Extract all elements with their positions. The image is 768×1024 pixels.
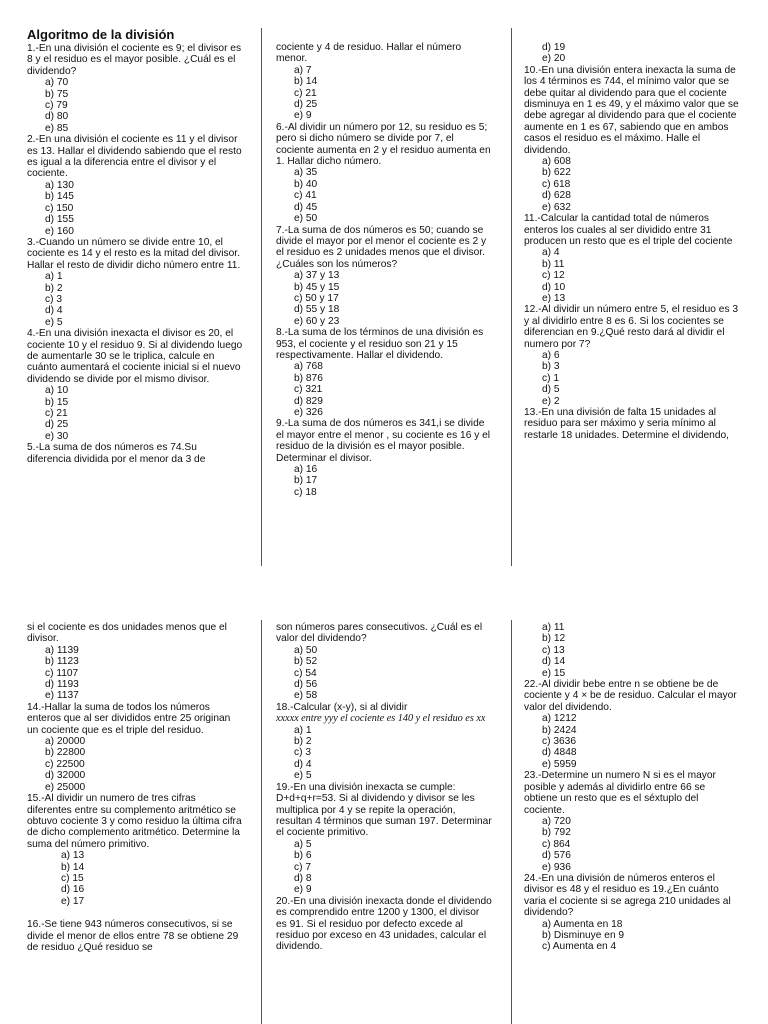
question-block	[27, 622, 243, 953]
question-text: si el cociente es dos unidades menos que el divisor.	[27, 622, 227, 645]
answer-option: b) 876	[294, 372, 323, 384]
answer-options	[45, 385, 243, 442]
question-block	[524, 622, 740, 953]
answer-option: e) 25000	[45, 781, 86, 793]
answer-options	[61, 850, 243, 907]
page1-column-3	[524, 42, 740, 441]
answer-options	[294, 839, 492, 896]
answer-option: c) Aumenta en 4	[542, 941, 617, 953]
question-text: 16.-Se tiene 943 números consecutivos, si se divide el menor de ellos entre 78 se obtiene 29 de residuo ¿Qué residuo se	[27, 919, 239, 953]
question-text: 1.-En una división el cociente es 9; el divisor es 8 y el residuo es el mayor posible. ¿Cuál es el dividendo?	[27, 43, 242, 77]
answer-option: a) 768	[294, 361, 323, 373]
answer-option: e) 20	[542, 53, 566, 65]
answer-option: c) 54	[294, 667, 317, 679]
answer-option: c) 21	[45, 408, 68, 419]
answer-option: d) 576	[542, 850, 571, 862]
answer-option: b) 17	[294, 475, 318, 487]
question-text: 13.-En una división de falta 15 unidades al residuo para ser máximo y seria mínimo al restarle 18 unidades. Determine el dividendo,	[524, 407, 730, 441]
answer-option: a) 1139	[45, 644, 79, 656]
answer-option: e) 30	[45, 430, 69, 442]
answer-option: b) 622	[542, 167, 571, 179]
question-text: 11.-Calcular la cantidad total de números enteros los cuales al ser dividido entre 31 producen un resto que es el triple del cociente	[524, 213, 733, 247]
answer-options	[294, 65, 492, 122]
answer-option: a) 7	[294, 64, 312, 76]
column-divider	[261, 28, 262, 566]
page2-column-2	[276, 622, 492, 953]
page1-column-1	[27, 28, 243, 465]
answer-option: e) 1137	[45, 690, 79, 702]
answer-options	[542, 156, 740, 213]
question-text: 6.-Al dividir un número por 12, su residuo es 5; pero si dicho número se divide por 7, el cociente aumenta en 2 y el residuo aumenta en 1. Hallar dicho número.	[276, 121, 491, 168]
answer-option: a) 6	[542, 349, 560, 361]
answer-options	[542, 816, 740, 873]
answer-option: a) Aumenta en 18	[542, 918, 623, 930]
answer-options	[542, 42, 740, 65]
answer-options	[294, 270, 492, 327]
question-text: 15.-Al dividir un numero de tres cifras diferentes entre su complemento aritmético se obtuvo cociente 3 y como residuo la última cifra de dicho complemento aritmético. Determine la suma del número primitivo.	[27, 793, 242, 850]
answer-option: a) 608	[542, 156, 571, 168]
answer-option: b) 52	[294, 656, 318, 668]
question-text: 8.-La suma de los términos de una división es 953, el cociente y el residuo son 21 y 15 respectivamente. Hallar el dividendo.	[276, 327, 484, 361]
answer-option: b) 2424	[542, 724, 577, 736]
answer-option: e) 9	[294, 884, 312, 896]
answer-option: d) 8	[294, 872, 312, 884]
answer-option: a) 37 y 13	[294, 270, 340, 282]
answer-option: d) 4	[45, 305, 63, 317]
answer-options	[542, 350, 740, 407]
question-text: 2.-En una división el cociente es 11 y el divisor es 13. Hallar el dividendo sabiendo que el resto es igual a la diferencia entre el divisor y el cociente.	[27, 134, 242, 180]
answer-option: c) 41	[294, 190, 317, 202]
question-text: 3.-Cuando un número se divide entre 10, el cociente es 14 y el resto es la mitad del divisor. Hallar el resto de dividir dicho número entre 11.	[27, 236, 241, 271]
question-block	[276, 42, 492, 498]
answer-options	[542, 919, 740, 953]
answer-option: c) 150	[45, 202, 74, 214]
question-text: 22.-Al dividir bebe entre n se obtiene be de cociente y 4 × be de residuo. Calcular el mayor valor del dividendo.	[524, 679, 737, 713]
question-text: 12.-Al dividir un número entre 5, el residuo es 3 y al dividirlo entre 8 es 6. Si los cocientes se diferencian en 9.¿Qué resto dará al dividir el numero por 7?	[524, 304, 739, 350]
answer-option: d) 25	[294, 99, 318, 111]
answer-option: b) 11	[542, 258, 565, 270]
answer-option: d) 25	[45, 419, 69, 431]
answer-option: d) 829	[294, 395, 323, 407]
answer-option: b) 6	[294, 850, 312, 862]
question-text: 7.-La suma de dos números es 50; cuando se divide el mayor por el menor el cociente es 2 y el residuo es 2 unidades menos que el divisor. ¿Cuáles son los números?	[276, 224, 487, 270]
page1-column-2	[276, 42, 492, 498]
answer-option: c) 1107	[45, 667, 79, 679]
answer-option: b) 45 y 15	[294, 281, 340, 293]
answer-option: e) 326	[294, 407, 323, 418]
answer-options	[45, 645, 243, 702]
answer-option: a) 130	[45, 179, 74, 191]
question-text: 18.-Calcular (x-y), si al dividir	[276, 701, 408, 713]
answer-option: b) 14	[61, 861, 85, 873]
answer-option: b) 3	[542, 361, 560, 373]
answer-option: e) 9	[294, 110, 312, 122]
answer-option: e) 160	[45, 225, 74, 237]
answer-option: b) Disminuye en 9	[542, 929, 625, 941]
answer-option: c) 50 y 17	[294, 292, 339, 304]
column-divider	[261, 620, 262, 1024]
answer-options	[294, 464, 492, 498]
question-text: 9.-La suma de dos números es 341,i se divide el mayor entre el menor , su cociente es 16 y el residuo de la división es el mayor posible. Determinar el divisor.	[276, 418, 491, 464]
answer-option: c) 864	[542, 838, 571, 850]
answer-option: e) 50	[294, 213, 318, 225]
answer-option: e) 5	[294, 770, 312, 782]
answer-option: d) 56	[294, 679, 318, 691]
question-text: 23.-Determine un numero N si es el mayor posible y además al dividirlo entre 66 se obtiene un resto que es el séxtuplo del cociente.	[524, 770, 716, 816]
answer-options	[45, 271, 243, 328]
answer-option: d) 14	[542, 656, 566, 668]
answer-option: d) 16	[61, 884, 85, 896]
answer-option: a) 720	[542, 815, 571, 827]
answer-option: d) 5	[542, 384, 560, 396]
answer-option: b) 14	[294, 76, 318, 88]
question-block	[276, 622, 492, 953]
answer-option: c) 21	[294, 87, 317, 99]
answer-option: a) 20000	[45, 736, 86, 748]
answer-option: d) 55 y 18	[294, 304, 340, 316]
answer-option: c) 15	[61, 872, 84, 884]
answer-option: e) 936	[542, 861, 571, 873]
answer-option: c) 12	[542, 270, 565, 282]
answer-option: a) 16	[294, 464, 318, 476]
question-text: 24.-En una división de números enteros el divisor es 48 y el residuo es 19.¿En cuánto varia el cociente si se agrega 210 unidades al dividendo?	[524, 872, 731, 919]
answer-option: d) 45	[294, 201, 318, 213]
answer-options	[45, 736, 243, 793]
answer-option: b) 22800	[45, 747, 86, 759]
answer-option: c) 3	[45, 293, 62, 305]
answer-options	[542, 622, 740, 679]
answer-option: a) 1212	[542, 713, 577, 725]
question-text: 20.-En una división inexacta donde el dividendo es comprendido entre 1200 y 1300, el divisor es 91. Si el residuo por defecto excede al residuo por exceso en 43 unidades, calcular el dividendo.	[276, 895, 492, 953]
answer-option: d) 80	[45, 111, 69, 123]
answer-option: d) 155	[45, 214, 74, 226]
answer-options	[294, 725, 492, 782]
answer-option: e) 5959	[542, 758, 577, 770]
answer-option: e) 85	[45, 122, 69, 134]
answer-option: c) 618	[542, 178, 571, 190]
answer-option: c) 18	[294, 486, 317, 498]
answer-option: a) 5	[294, 838, 312, 850]
answer-option: c) 79	[45, 100, 68, 112]
answer-option: d) 32000	[45, 770, 86, 782]
answer-options	[542, 713, 740, 770]
answer-options	[542, 247, 740, 304]
answer-option: a) 13	[61, 850, 85, 862]
column-divider	[511, 28, 512, 566]
answer-option: c) 7	[294, 861, 311, 873]
answer-option: d) 10	[542, 281, 566, 293]
question-text: 4.-En una división inexacta el divisor es 20, el cociente 10 y el residuo 9. Si al dividendo luego de aumentarle 30 se le triplica, calcule en cuánto aumentará el cociente inicial si el nuevo dividendo se divide por el mismo divisor.	[27, 328, 243, 385]
answer-options	[294, 167, 492, 224]
answer-option: a) 11	[542, 622, 565, 633]
question-block	[27, 43, 243, 465]
answer-option: a) 70	[45, 77, 69, 89]
answer-option: e) 17	[61, 895, 85, 907]
question-formula: xxxxx entre yyy el cociente es 140 y el residuo es xx	[276, 713, 486, 725]
answer-option: b) 15	[45, 396, 69, 408]
answer-option: a) 1	[294, 724, 312, 736]
answer-option: c) 321	[294, 384, 323, 396]
answer-option: e) 13	[542, 292, 566, 304]
answer-option: c) 13	[542, 644, 565, 656]
page2-column-3	[524, 622, 740, 953]
answer-option: e) 15	[542, 667, 566, 679]
answer-option: b) 2	[45, 282, 63, 294]
question-text: 10.-En una división entera inexacta la suma de los 4 términos es 744, el mínimo valor que se debe quitar al dividendo para que el cociente disminuya en 1 es 49, y el máximo valor que se debe agregar al dividendo para que el cociente aumente en 1 es 67, sabiendo que en ambos casos el residuo es el máximo. Halle el dividendo.	[524, 64, 739, 156]
answer-option: e) 5	[45, 316, 63, 328]
answer-option: e) 58	[294, 690, 318, 702]
answer-option: d) 4	[294, 758, 312, 770]
answer-option: e) 632	[542, 201, 571, 213]
answer-option: b) 145	[45, 191, 74, 203]
answer-options	[45, 77, 243, 134]
answer-option: a) 10	[45, 385, 69, 397]
question-text: son números pares consecutivos. ¿Cuál es el valor del dividendo?	[276, 622, 483, 645]
answer-option: b) 40	[294, 178, 318, 190]
answer-option: a) 35	[294, 167, 318, 179]
answer-option: d) 1193	[45, 679, 79, 691]
answer-option: c) 3	[294, 747, 311, 759]
question-text: 14.-Hallar la suma de todos los números enteros que al ser divididos entre 25 originan un cociente que es el triple del residuo.	[27, 701, 231, 736]
answer-option: c) 1	[542, 372, 559, 384]
answer-option: b) 75	[45, 88, 69, 100]
answer-option: c) 3636	[542, 736, 576, 748]
document-title: Algoritmo de la división	[27, 27, 175, 42]
answer-options	[294, 645, 492, 702]
question-text: 19.-En una división inexacta se cumple: D+d+q+r=53. Si al dividendo y divisor se les multiplica por 4 y se repite la operación, resultan 4 términos que suman 197. Determinar el cociente primitivo.	[276, 781, 492, 839]
answer-options	[45, 180, 243, 237]
answer-option: d) 19	[542, 42, 566, 53]
answer-option: c) 22500	[45, 758, 85, 770]
answer-option: a) 50	[294, 644, 318, 656]
answer-option: a) 1	[45, 271, 63, 283]
answer-option: e) 60 y 23	[294, 315, 340, 327]
answer-option: a) 4	[542, 247, 560, 259]
answer-option: d) 628	[542, 190, 571, 202]
answer-option: d) 4848	[542, 747, 577, 759]
question-text: 5.-La suma de dos números es 74.Su diferencia dividida por el menor da 3 de	[27, 442, 206, 465]
answer-option: b) 12	[542, 633, 566, 645]
column-divider	[511, 620, 512, 1024]
answer-options	[294, 361, 492, 418]
answer-option: b) 792	[542, 827, 571, 839]
answer-option: e) 2	[542, 395, 560, 407]
spacer	[27, 907, 243, 919]
question-block	[524, 42, 740, 441]
answer-option: b) 1123	[45, 656, 79, 668]
question-text: cociente y 4 de residuo. Hallar el número menor.	[276, 42, 462, 65]
page2-column-1	[27, 622, 243, 953]
answer-option: b) 2	[294, 736, 312, 748]
